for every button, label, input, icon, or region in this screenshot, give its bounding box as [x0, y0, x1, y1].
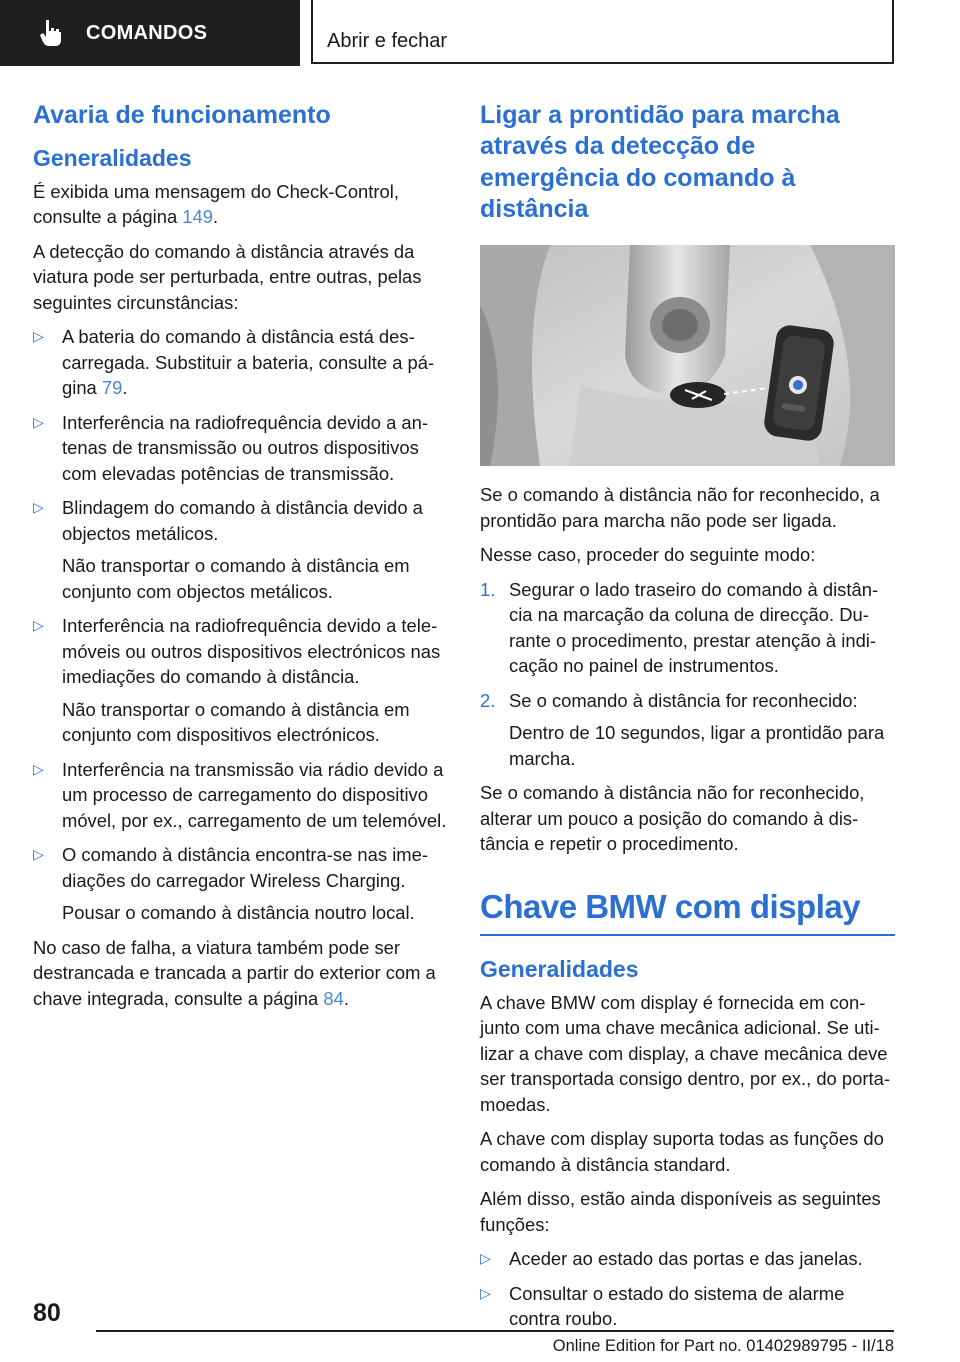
- step-number: 1.: [480, 578, 496, 600]
- hand-pointer-icon: [38, 18, 64, 48]
- list-item: ▷ A bateria do comando à distância está descarregada. Substituir a bateria, consulte a página 79.: [33, 326, 435, 399]
- list-item-note: Não transportar o comando à distância em conjunto com objectos metálicos.: [62, 555, 410, 602]
- list-item: ▷ Blindagem do comando à distância devido a objectos metálicos. Não transportar o comando à distância em conjunto com objectos metálicos.: [33, 495, 448, 604]
- triangle-bullet-icon: ▷: [33, 413, 44, 430]
- page-link[interactable]: 79: [101, 377, 123, 399]
- triangle-bullet-icon: ▷: [33, 499, 44, 516]
- triangle-bullet-icon: ▷: [33, 760, 44, 777]
- list-item-note: Pousar o comando à distância noutro local.: [62, 902, 415, 924]
- paragraph: Se o comando à distância não for reconhecido, alterar um pouco a posição do comando à distância e repetir o procedimento.: [480, 782, 865, 854]
- list-item: ▷ Aceder ao estado das portas e das janelas.: [480, 1246, 895, 1272]
- page-link[interactable]: 84: [323, 987, 344, 1009]
- bullet-list: [480, 1246, 895, 1332]
- triangle-bullet-icon: ▷: [33, 846, 44, 863]
- list-item: ▷ Interferência na radiofrequência devido a antenas de transmissão ou outros dispositivos com elevadas potências de transmissão.: [33, 411, 429, 484]
- steering-column-key-photo: [480, 245, 895, 466]
- section-label: COMANDOS: [86, 21, 208, 44]
- step-number: 2.: [480, 689, 496, 711]
- left-column: [33, 100, 448, 1020]
- list-item: 1. Segurar o lado traseiro do comando à distância na marcação da coluna de direcção. Durante o procedimento, prestar atenção à indicação no painel de instrumentos.: [480, 578, 879, 676]
- main-heading: Avaria de funcionamento: [33, 101, 331, 129]
- list-item: ▷ Consultar o estado do sistema de alarme contra roubo.: [480, 1282, 845, 1330]
- list-item-note: Dentro de 10 segundos, ligar a prontidão para marcha.: [509, 722, 885, 769]
- list-item: ▷ Interferência na radiofrequência devido a telemóveis ou outros dispositivos electrónicos nas imediações do comando à distância. Não transportar o comando à distância em conjunto com dispositivos electrónicos.: [33, 613, 448, 748]
- triangle-bullet-icon: ▷: [33, 617, 44, 634]
- paragraph: Se o comando à distância não for reconhecido, a prontidão para marcha não pode ser ligada.: [480, 484, 880, 531]
- section-tab: [0, 0, 300, 66]
- paragraph: A chave com display suporta todas as funções do comando à distância standard.: [480, 1128, 884, 1175]
- page-link[interactable]: 149: [182, 206, 213, 228]
- paragraph: Nesse caso, proceder do seguinte modo:: [480, 544, 816, 565]
- list-item: ▷ Interferência na transmissão via rádio devido a um processo de carregamento do dispositivo móvel, por ex., carregamento de um telemóvel.: [33, 758, 447, 831]
- bullet-list: [33, 324, 448, 926]
- list-item-note: Não transportar o comando à distância em conjunto com dispositivos electrónicos.: [62, 698, 410, 746]
- list-item: ▷ O comando à distância encontra-se nas imediações do carregador Wireless Charging. Pousar o comando à distância noutro local.: [33, 842, 448, 926]
- paragraph: No caso de falha, a viatura também pode ser destrancada e trancada a partir do exterior com a chave integrada, consulte a página 84.: [33, 936, 436, 1009]
- paragraph: É exibida uma mensagem do Check-Control, consulte a página 149.: [33, 180, 399, 228]
- triangle-bullet-icon: ▷: [33, 328, 44, 345]
- paragraph: A detecção do comando à distância através da viatura pode ser perturbada, entre outras, pelas seguintes circunstâncias:: [33, 240, 422, 313]
- page-number: 80: [33, 1299, 61, 1327]
- numbered-list: [480, 577, 895, 772]
- section-heading: Ligar a prontidão para marcha através da detecção de emergência do comando à distância: [480, 101, 840, 223]
- sub-heading: Generalidades: [480, 956, 639, 983]
- list-item: 2. Se o comando à distância for reconhecido: Dentro de 10 segundos, ligar a prontidão para marcha.: [480, 688, 895, 772]
- sub-heading: Generalidades: [33, 145, 192, 172]
- edition-text: Online Edition for Part no. 01402989795 - II/18: [552, 1337, 894, 1355]
- chapter-title: Abrir e fechar: [327, 30, 448, 52]
- paragraph: Além disso, estão ainda disponíveis as seguintes funções:: [480, 1188, 881, 1235]
- chapter-heading: Chave BMW com display: [480, 887, 895, 937]
- paragraph: A chave BMW com display é fornecida em conjunto com uma chave mecânica adicional. Se utilizar a chave com display, a chave mecânica deve ser transportada consigo dentro, por ex., do porta-moedas.: [480, 991, 890, 1115]
- right-column: [480, 100, 895, 1341]
- footer-divider: [96, 1330, 894, 1332]
- chapter-header: [311, 0, 894, 64]
- triangle-bullet-icon: ▷: [480, 1284, 491, 1301]
- triangle-bullet-icon: ▷: [480, 1250, 491, 1267]
